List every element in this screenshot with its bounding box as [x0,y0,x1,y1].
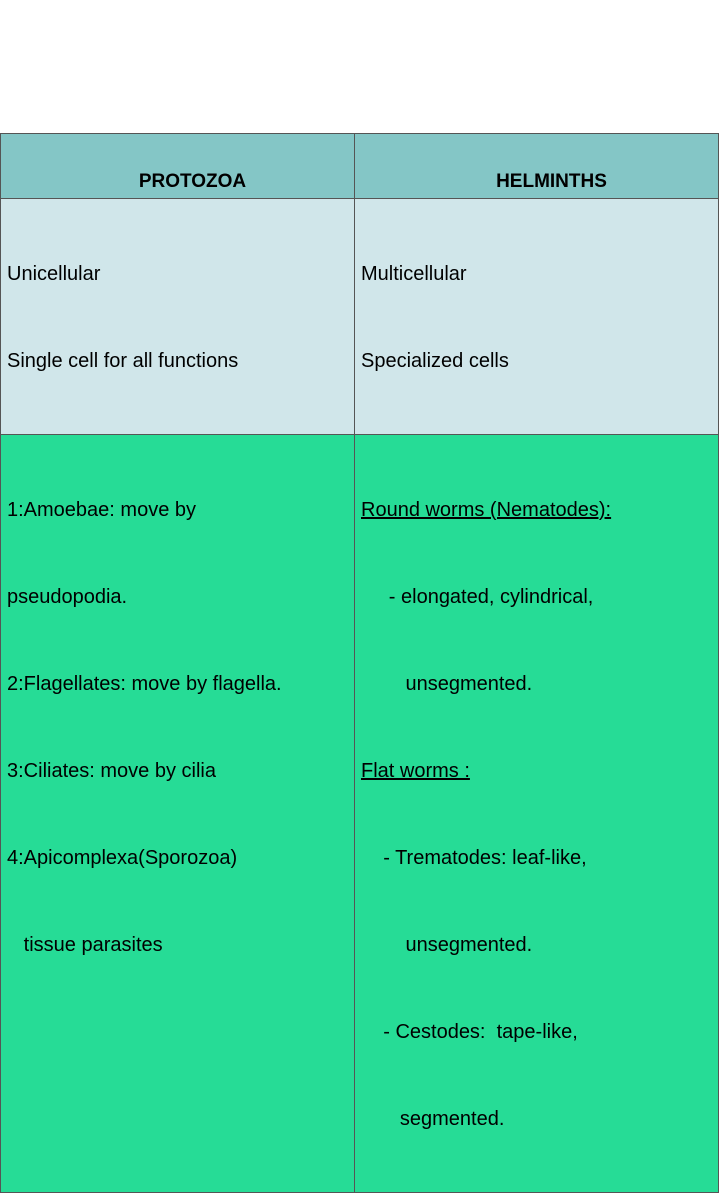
table-row-classification [1,435,719,1193]
table-row-cellularity [1,199,719,435]
text-line: segmented. [361,1108,505,1130]
cell-helminths-cellularity [355,199,719,435]
header-helminths: HELMINTHS [496,171,607,192]
header-cell-helminths [355,134,719,199]
flatworms-heading: Flat worms : [361,760,470,782]
text-line: - Trematodes: leaf-like, [361,847,587,869]
text-line: unsegmented. [361,934,533,956]
cell-helminths-classification [355,435,719,1193]
text-line: Unicellular [7,263,101,285]
comparison-table [0,133,719,1193]
text-line: pseudopodia. [7,586,128,608]
text-line: unsegmented. [361,673,533,695]
header-cell-protozoa [1,134,355,199]
cell-protozoa-cellularity [1,199,355,435]
text-line: 3:Ciliates: move by cilia [7,760,216,782]
text-line: 4:Apicomplexa(Sporozoa) [7,847,238,869]
table-header-row [1,134,719,199]
text-line: 1:Amoebae: move by [7,499,196,521]
text-line: - Cestodes: tape-like, [361,1021,578,1043]
text-line: 2:Flagellates: move by flagella. [7,673,282,695]
text-line: Specialized cells [361,350,509,372]
cell-protozoa-classification [1,435,355,1193]
text-line: Multicellular [361,263,467,285]
text-line: tissue parasites [7,934,163,956]
roundworms-heading: Round worms (Nematodes): [361,499,612,521]
header-protozoa: PROTOZOA [138,171,247,192]
text-line: - elongated, cylindrical, [361,586,594,608]
text-line: Single cell for all functions [7,350,239,372]
